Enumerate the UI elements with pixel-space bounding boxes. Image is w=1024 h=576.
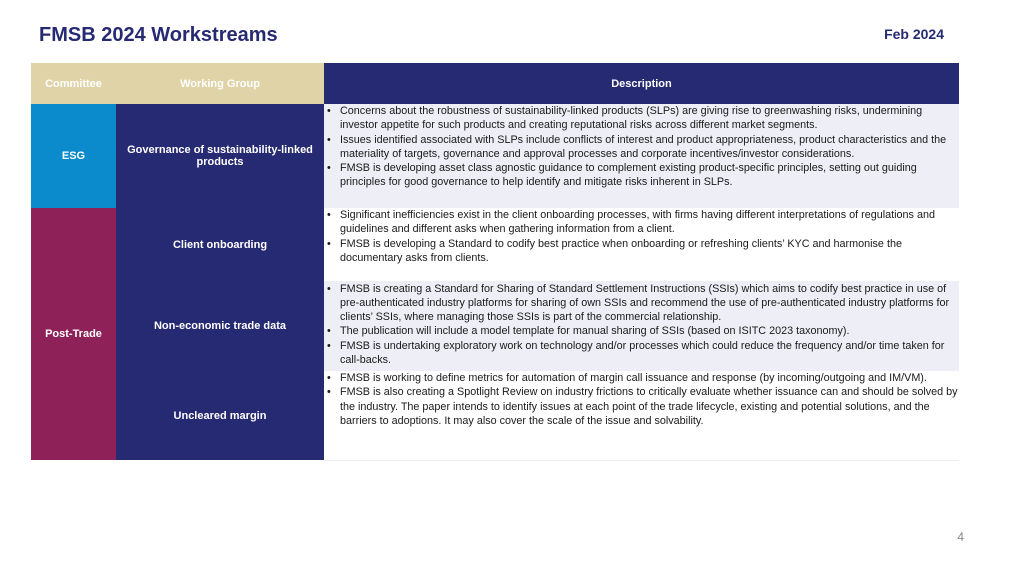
bullet-list	[324, 208, 959, 265]
description-cell	[324, 281, 959, 371]
bullet-list	[324, 104, 959, 190]
date-label: Feb 2024	[884, 26, 944, 42]
bullet-list	[324, 282, 959, 368]
workstreams-table	[31, 63, 959, 461]
bullet-item: • FMSB is undertaking exploratory work on technology and/or processes which could reduce the frequency and/or time taken for call-backs.	[340, 339, 959, 368]
page-title: FMSB 2024 Workstreams	[39, 24, 278, 46]
bullet-item: • FMSB is creating a Standard for Sharing of Standard Settlement Instructions (SSIs) which aims to codify best practice in use of pre-authenticated industry platforms for sharing of own SSIs and recommend the use of pre-authenticated industry platforms for clients’ SSIs, where managing those SSIs is part of the commercial relationship.	[340, 282, 959, 325]
description-cell	[324, 208, 959, 281]
committee-cell-post-trade: Post-Trade	[31, 208, 116, 460]
bullet-item: • Significant inefficiencies exist in the client onboarding processes, with firms having different interpretations of regulations and guidelines and different asks when gathering information from a client.	[340, 208, 959, 237]
working-group-cell: Client onboarding	[116, 208, 324, 281]
column-header-working-group: Working Group	[116, 63, 324, 104]
bullet-item: • FMSB is developing a Standard to codify best practice when onboarding or refreshing clients’ KYC and harmonise the documentary asks from clients.	[340, 237, 959, 266]
table-row	[31, 281, 959, 371]
bullet-item: • Issues identified associated with SLPs include conflicts of interest and product appropriateness, product characteristics and the materiality of targets, governance and approval processes and corporate incentives/investor considerations.	[340, 133, 959, 162]
description-cell	[324, 104, 959, 208]
committee-cell-esg: ESG	[31, 104, 116, 208]
bullet-item: • The publication will include a model template for manual sharing of SSIs (based on ISITC 2023 taxonomy).	[340, 324, 959, 338]
description-cell	[324, 371, 959, 460]
table-row	[31, 371, 959, 460]
column-header-committee: Committee	[31, 63, 116, 104]
bullet-item: • Concerns about the robustness of sustainability-linked products (SLPs) are giving rise to greenwashing risks, undermining investor appetite for such products and creating reputational risks across different market segments.	[340, 104, 959, 133]
page-number: 4	[957, 530, 964, 544]
working-group-cell: Governance of sustainability-linked products	[116, 104, 324, 208]
bullet-item: • FMSB is also creating a Spotlight Review on industry frictions to critically evaluate whether issuance can and should be solved by the industry. The paper intends to identify issues at each point of the trade lifecycle, existing and potential solutions, and the barriers to adoptions. It may also cover the scale of the issue and solvability.	[340, 385, 959, 428]
header-row	[31, 63, 959, 104]
working-group-cell: Non-economic trade data	[116, 281, 324, 371]
table-row	[31, 104, 959, 208]
table-row	[31, 208, 959, 281]
column-header-description: Description	[324, 63, 959, 104]
bullet-item: • FMSB is working to define metrics for automation of margin call issuance and response (by incoming/outgoing and IM/VM).	[340, 371, 959, 385]
working-group-cell: Uncleared margin	[116, 371, 324, 460]
bullet-list	[324, 371, 959, 428]
bullet-item: • FMSB is developing asset class agnostic guidance to complement existing product-specific principles, setting out guiding principles for good governance to help identify and mitigate risks inherent in SLPs.	[340, 161, 959, 190]
